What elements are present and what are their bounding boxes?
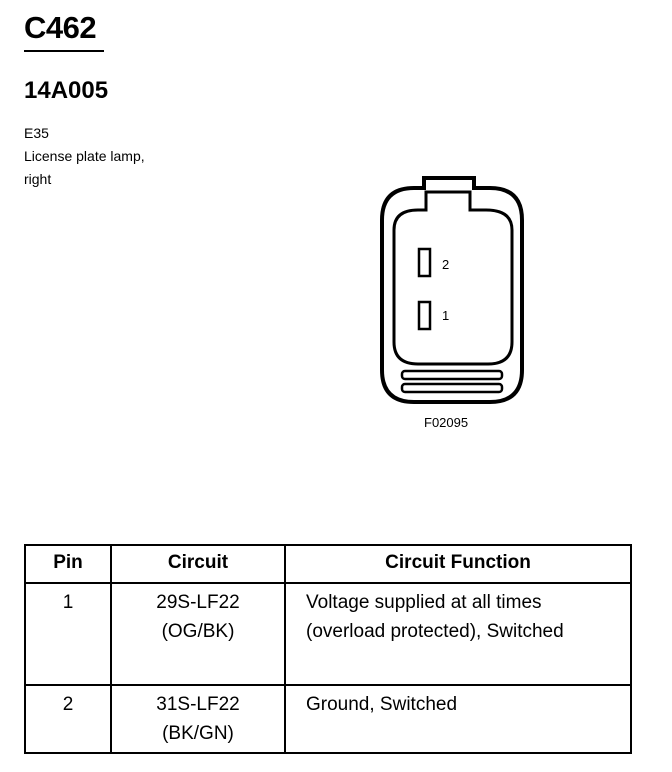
table-row [25,685,631,753]
circuit-cell [111,583,285,685]
component-code: E35 [24,125,49,141]
pin-label-2: 2 [442,257,450,272]
header-pin: Pin [25,545,111,583]
circuit-number: 29S-LF22 [156,592,240,613]
pin-number: 1 [25,583,111,685]
connector-id: C462 [24,10,97,45]
table-header-row [25,545,631,583]
description-line-2: right [24,171,52,187]
circuit-function-line: Ground, Switched [306,694,458,715]
latch-slot-upper [402,371,502,379]
latch-slot-lower [402,384,502,392]
pin-cavity-1 [419,302,430,329]
circuit-cell [111,685,285,753]
table-row [25,583,631,685]
pin-cavity-2 [419,249,430,276]
description-line-1: License plate lamp, [24,148,145,164]
circuit-function-cell [285,685,631,753]
pin-number: 2 [25,685,111,753]
figure-id: F02095 [424,415,469,430]
pin-label-1: 1 [442,308,450,323]
circuit-function-line: Voltage supplied at all times [306,592,542,613]
component-description [24,122,145,191]
connector-inner-housing [394,192,512,364]
connector-face-diagram [378,174,528,410]
circuit-function-line: (overload protected), Switched [306,621,564,642]
pin-table [24,544,632,754]
wire-color: (BK/GN) [162,723,234,744]
title-underline [24,50,104,52]
header-circuit: Circuit [111,545,285,583]
part-number: 14A005 [24,77,109,104]
wire-color: (OG/BK) [161,621,235,642]
header-circuit-function: Circuit Function [285,545,631,583]
circuit-number: 31S-LF22 [156,694,240,715]
circuit-function-cell [285,583,631,685]
